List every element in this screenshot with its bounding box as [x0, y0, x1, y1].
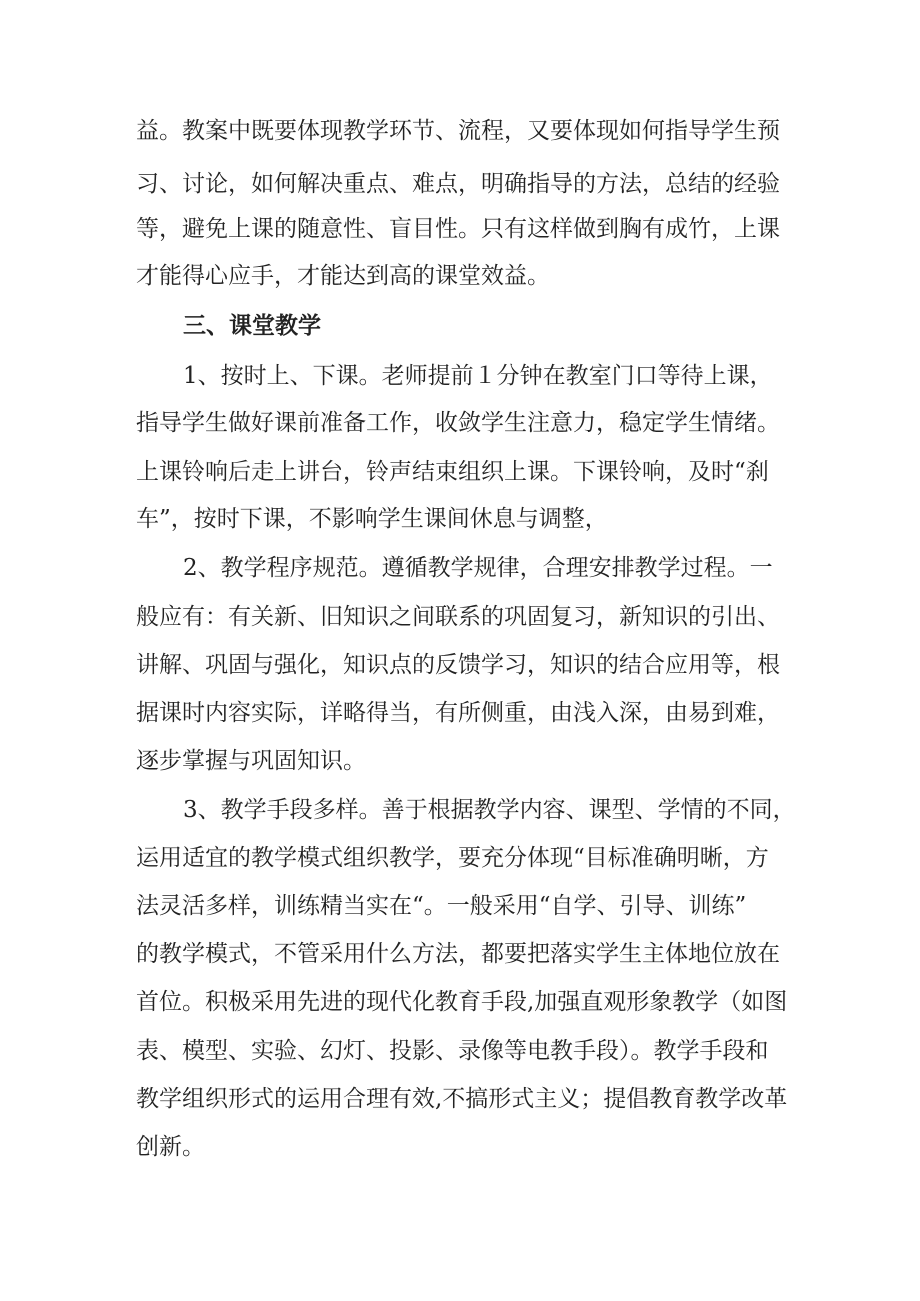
- text-line: 2、教学程序规范。遵循教学规律，合理安排教学过程。一: [183, 555, 773, 581]
- text-line: 创新。: [136, 1134, 205, 1160]
- text-line: 表、模型、实验、幻灯、投影、录像等电教手段）。教学手段和: [136, 1038, 769, 1064]
- text-line: 般应有：有关新、旧知识之间联系的巩固复习，新知识的引出、: [136, 604, 780, 630]
- text-line: 1、按时上、下课。老师提前１分钟在教室门口等待上课，: [183, 363, 773, 389]
- text-line: 益。教案中既要体现教学环节、流程，又要体现如何指导学生预: [136, 118, 780, 144]
- text-line: 据课时内容实际，详略得当，有所侧重，由浅入深，由易到难，: [136, 700, 780, 726]
- text-line: 车”，按时下课，不影响学生课间休息与调整，: [136, 506, 608, 532]
- text-line: 才能得心应手，才能达到高的课堂效益。: [136, 263, 550, 289]
- text-line: 等，避免上课的随意性、盲目性。只有这样做到胸有成竹，上课: [136, 216, 780, 242]
- text-line: 运用适宜的教学模式组织教学，要充分体现“目标准确明晰，方: [136, 845, 769, 871]
- text-line: 指导学生做好课前准备工作，收敛学生注意力，稳定学生情绪。: [136, 410, 780, 436]
- text-line: 习、讨论，如何解决重点、难点，明确指导的方法，总结的经验: [136, 171, 780, 197]
- text-line: 的教学模式，不管采用什么方法，都要把落实学生主体地位放在: [136, 941, 780, 967]
- text-line: 法灵活多样，训练精当实在“。一般采用“自学、引导、训练”: [136, 893, 747, 919]
- text-line: 讲解、巩固与强化，知识点的反馈学习，知识的结合应用等，根: [136, 652, 780, 678]
- text-line: 上课铃响后走上讲台，铃声结束组织上课。下课铃响，及时“刹: [136, 459, 769, 485]
- text-line: 首位。积极采用先进的现代化教育手段,加强直观形象教学（如图: [136, 989, 788, 1015]
- text-line: 教学组织形式的运用合理有效,不搞形式主义；提倡教育教学改革: [136, 1086, 788, 1112]
- heading-text: 三、课堂教学: [183, 312, 321, 339]
- text-line: 3、教学手段多样。善于根据教学内容、课型、学情的不同，: [183, 797, 796, 823]
- text-line: 逐步掌握与巩固知识。: [136, 748, 366, 774]
